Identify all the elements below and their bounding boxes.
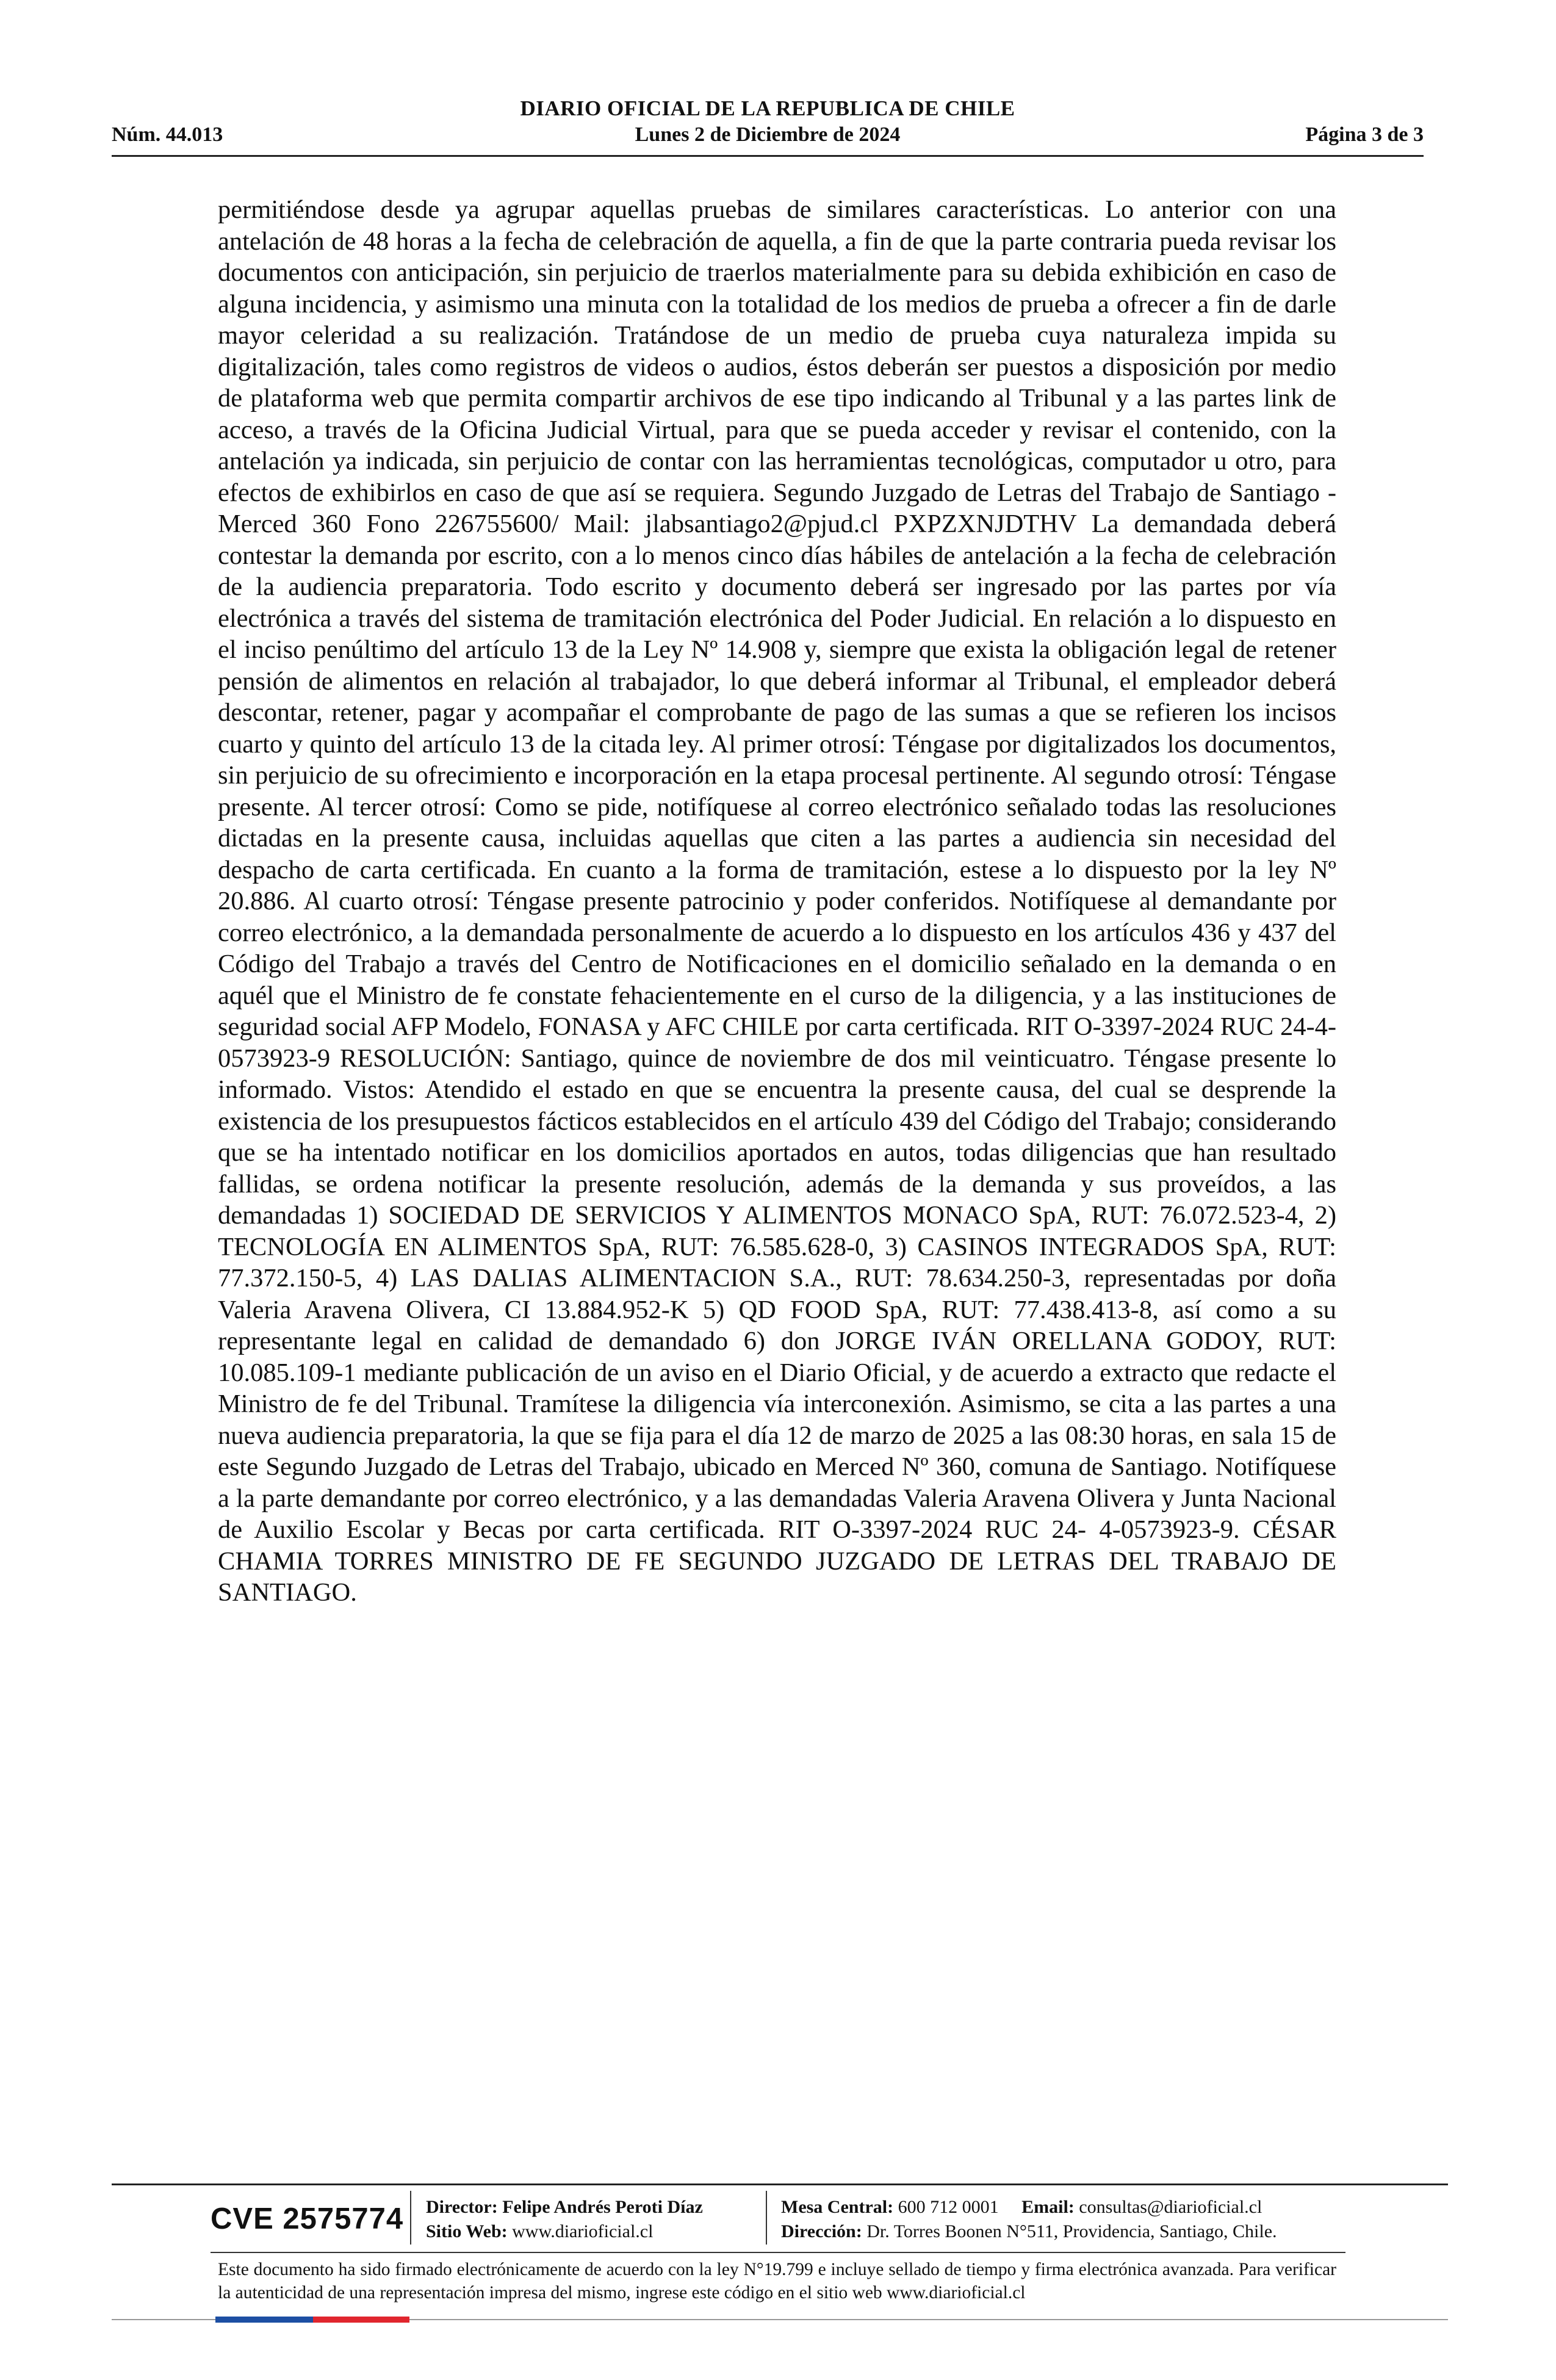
legal-notice: Este documento ha sido firmado electrónicamente de acuerdo con la ley N°19.799 e incluye sellado de tiempo y firma electrónica avanzada. Para verificar la autenticidad de una representación impresa del mismo, ingrese este código en el sitio web www.diarioficial.cl <box>218 2260 1336 2302</box>
footer-top-divider <box>112 2183 1448 2185</box>
body-text: permitiéndose desde ya agrupar aquellas pruebas de similares características. Lo anterior con una antelación de 48 horas a la fecha de celebración de aquella, a fin de que la parte contraria pueda revisar los documentos con anticipación, sin perjuicio de traerlos materialmente para su debida exhibición en caso de alguna incidencia, y asimismo una minuta con la totalidad de los medios de prueba a ofrecer a fin de darle mayor celeridad a su realización. Tratándose de un medio de prueba cuya naturaleza impida su digitalización, tales como registros de videos o audios, éstos deberán ser puestos a disposición por medio de plataforma web que permita compartir archivos de ese tipo indicando al Tribunal y a las partes link de acceso, a través de la Oficina Judicial Virtual, para que se pueda acceder y revisar el contenido, con la antelación ya indicada, sin perjuicio de contar con las herramientas tecnológicas, computador u otro, para efectos de exhibirlos en caso de que así se requiera. Segundo Juzgado de Letras del Trabajo de Santiago - Merced 360 Fono 226755600/ Mail: jlabsantiago2@pjud.cl PXPZXNJDTHV La demandada deberá contestar la demanda por escrito, con a lo menos cinco días hábiles de antelación a la fecha de celebración de la audiencia preparatoria. Todo escrito y documento deberá ser ingresado por las partes por vía electrónica a través del sistema de tramitación electrónica del Poder Judicial. En relación a lo dispuesto en el inciso penúltimo del artículo 13 de la Ley Nº 14.908 y, siempre que exista la obligación legal de retener pensión de alimentos en relación al trabajador, lo que deberá informar al Tribunal, el empleador deberá descontar, retener, pagar y acompañar el comprobante de pago de las sumas a que se refieren los incisos cuarto y quinto del artículo 13 de la citada ley. Al primer otrosí: Téngase por digitalizados los documentos, sin perjuicio de su ofrecimiento e incorporación en la etapa procesal pertinente. Al segundo otrosí: Téngase presente. Al tercer otrosí: Como se pide, notifíquese al correo electrónico señalado todas las resoluciones dictadas en la presente causa, incluidas aquellas que citen a las partes a audiencia sin necesidad del despacho de carta certificada. En cuanto a la forma de tramitación, estese a lo dispuesto por la ley Nº 20.886. Al cuarto otrosí: Téngase presente patrocinio y poder conferidos. Notifíquese al demandante por correo electrónico, a la demandada personalmente de acuerdo a lo dispuesto en los artículos 436 y 437 del Código del Trabajo a través del Centro de Notificaciones en el domicilio señalado en la demanda o en aquél que el Ministro de fe constate fehacientemente en el curso de la diligencia, y a las instituciones de seguridad social AFP Modelo, FONASA y AFC CHILE por carta certificada. RIT O-3397-2024 RUC 24-4-0573923-9 RESOLUCIÓN: Santiago, quince de noviembre de dos mil veinticuatro. Téngase presente lo informado. Vistos: Atendido el estado en que se encuentra la presente causa, del cual se desprende la existencia de los presupuestos fácticos establecidos en el artículo 439 del Código del Trabajo; considerando que se ha intentado notificar en los domicilios aportados en autos, todas diligencias que han resultado fallidas, se ordena notificar la presente resolución, además de la demanda y sus proveídos, a las demandadas 1) SOCIEDAD DE SERVICIOS Y ALIMENTOS MONACO SpA, RUT: 76.072.523-4, 2) TECNOLOGÍA EN ALIMENTOS SpA, RUT: 76.585.628-0, 3) CASINOS INTEGRADOS SpA, RUT: 77.372.150-5, 4) LAS DALIAS ALIMENTACION S.A., RUT: 78.634.250-3, representadas por doña Valeria Aravena Olivera, CI 13.884.952-K 5) QD FOOD SpA, RUT: 77.438.413-8, así como a su representante legal en calidad de demandado 6) don JORGE IVÁN ORELLANA GODOY, RUT: 10.085.109-1 mediante publicación de un aviso en el Diario Oficial, y de acuerdo a extracto que redacte el Ministro de fe del Tribunal. Tramítese la diligencia vía interconexión. Asimismo, se cita a las partes a una nueva audiencia preparatoria, la que se fija para el día 12 de marzo de 2025 a las 08:30 horas, en sala 15 de este Segundo Juzgado de Letras del Trabajo, ubicado en Merced Nº 360, comuna de Santiago. Notifíquese a la parte demandante por correo electrónico, y a las demandadas Valeria Aravena Olivera y Junta Nacional de Auxilio Escolar y Becas por carta certificada. RIT O-3397-2024 RUC 24- 4-0573923-9. CÉSAR CHAMIA TORRES MINISTRO DE FE SEGUNDO JUZGADO DE LETRAS DEL TRABAJO DE SANTIAGO. <box>218 195 1336 1607</box>
website-line <box>426 2220 703 2244</box>
director-name: Felipe Andrés Peroti Díaz <box>502 2197 703 2217</box>
page-number: Página 3 de 3 <box>1305 123 1424 146</box>
footer-separator <box>766 2191 767 2245</box>
publication-date: Lunes 2 de Diciembre de 2024 <box>635 123 901 146</box>
page-header <box>112 92 1424 160</box>
header-info-row <box>112 123 1424 150</box>
director-label: Director: <box>426 2197 498 2217</box>
header-divider <box>112 155 1424 157</box>
footer-contact-block <box>781 2195 1277 2244</box>
publication-title: DIARIO OFICIAL DE LA REPUBLICA DE CHILE <box>520 96 1015 120</box>
cve-code: CVE 2575774 <box>211 2202 404 2235</box>
footer-separator <box>410 2191 411 2245</box>
footer-director-block <box>426 2195 703 2244</box>
issue-number: Núm. 44.013 <box>112 123 223 146</box>
flag-blue-stripe <box>215 2317 313 2323</box>
director-line <box>426 2195 703 2220</box>
footer-mid-divider <box>211 2252 1345 2253</box>
website-label: Sitio Web: <box>426 2221 508 2241</box>
email-address[interactable]: consultas@diarioficial.cl <box>1079 2197 1262 2217</box>
mesa-label: Mesa Central: <box>781 2197 894 2217</box>
contact-line <box>781 2195 1277 2220</box>
flag-red-stripe <box>313 2317 409 2323</box>
address-line <box>781 2220 1277 2244</box>
address-label: Dirección: <box>781 2221 862 2241</box>
mesa-phone: 600 712 0001 <box>898 2197 999 2217</box>
website-url[interactable]: www.diarioficial.cl <box>512 2221 654 2241</box>
address-value: Dr. Torres Boonen N°511, Providencia, Santiago, Chile. <box>866 2221 1277 2241</box>
email-label: Email: <box>1021 2197 1075 2217</box>
